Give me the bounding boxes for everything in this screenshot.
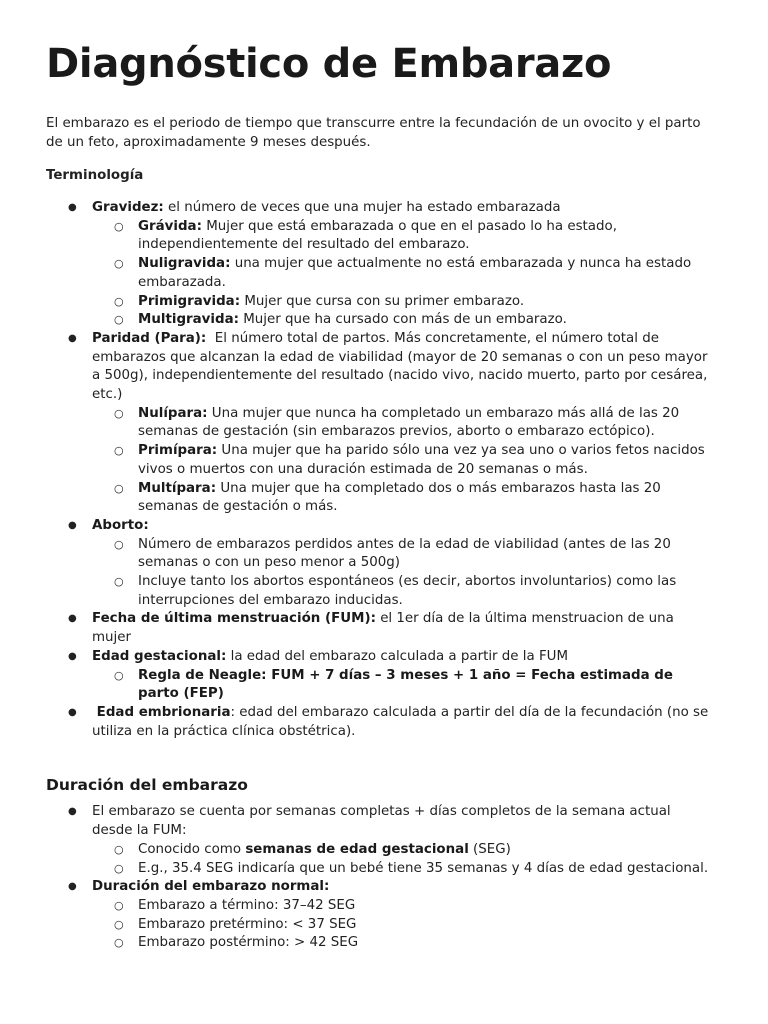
term-label: Fecha de última menstruación (FUM):	[92, 611, 376, 627]
term-label: Multípara:	[138, 480, 217, 496]
list-item-normal-duration	[46, 878, 710, 953]
term-label: Edad embrionaria	[92, 704, 231, 720]
term-text: Una mujer que ha completado dos o más embarazos hasta las 20 semanas de gestación o más.	[138, 480, 661, 515]
list-item-duration-count	[46, 803, 710, 878]
list-item	[92, 311, 710, 330]
list-item: ○ Embarazo a término: 37–42 SEG	[92, 897, 710, 916]
duration-heading: Duración del embarazo	[46, 776, 248, 795]
term-text: el número de veces que una mujer ha estado embarazada	[163, 200, 561, 215]
list-item-aborto	[46, 517, 710, 611]
term-label: Edad gestacional:	[92, 648, 227, 664]
list-item: ○ Incluye tanto los abortos espontáneos (es decir, abortos involuntarios) como las interrupciones del embarazo inducidas.	[92, 573, 710, 610]
item-text: (SEG)	[468, 841, 511, 857]
term-text: Mujer que cursa con su primer embarazo.	[240, 293, 525, 309]
term-label: Grávida:	[138, 218, 202, 234]
intro-paragraph: El embarazo es el periodo de tiempo que transcurre entre la fecundación de un ovocito y el parto de un feto, aproximadamente 9 meses después.	[46, 116, 701, 150]
list-item	[92, 255, 710, 292]
terminology-list	[46, 199, 710, 741]
term-text: : edad del embarazo calculada a partir del día de la fecundación (no se utiliza en la práctica clínica obstétrica).	[92, 704, 709, 739]
paridad-sublist	[92, 405, 710, 517]
list-item: ○ Embarazo pretérmino: < 37 SEG	[92, 916, 710, 935]
aborto-sublist	[92, 536, 710, 611]
term-label: Aborto:	[92, 517, 149, 533]
term-label: Paridad (Para):	[92, 330, 207, 346]
gestacional-sublist	[92, 667, 710, 704]
normal-duration-sublist	[92, 897, 710, 953]
term-text: Una mujer que nunca ha completado un embarazo más allá de las 20 semanas de gestación (sin embarazos previos, aborto o embarazo ectópico).	[138, 405, 680, 440]
duration-count-sublist	[92, 841, 710, 878]
term-label: Primigravida:	[138, 293, 241, 309]
list-item-edad-embrionaria	[46, 704, 710, 741]
list-item-paridad	[46, 330, 710, 517]
term-label: Multigravida:	[138, 312, 239, 328]
term-text: Mujer que está embarazada o que en el pasado lo ha estado, independientemente del resultado del embarazo.	[138, 218, 617, 253]
term-label: Nulípara:	[138, 405, 208, 421]
list-item	[92, 293, 710, 312]
terminology-heading: Terminología	[46, 168, 144, 183]
list-item	[92, 667, 710, 704]
term-text: Una mujer que ha parido sólo una vez ya sea uno o varios fetos nacidos vivos o muertos con una duración estimada de 20 semanas o más.	[138, 443, 705, 477]
list-item: ○ E.g., 35.4 SEG indicaría que un bebé tiene 35 semanas y 4 días de edad gestacional.	[92, 860, 710, 879]
item-text: El embarazo se cuenta por semanas completas + días completos de la semana actual desde la FUM:	[92, 804, 671, 839]
gravidez-sublist	[92, 218, 710, 330]
list-item: ○ Embarazo postérmino: > 42 SEG	[92, 934, 710, 953]
term-label: Nuligravida:	[138, 256, 231, 272]
list-item	[92, 405, 710, 442]
term-text: la edad del embarazo calculada a partir de la FUM	[226, 648, 569, 664]
list-item-edad-gestacional	[46, 648, 710, 704]
naegele-rule: Regla de Neagle: FUM + 7 días – 3 meses + 1 año = Fecha estimada de parto (FEP)	[138, 667, 673, 702]
list-item-gravidez	[46, 199, 710, 330]
term-label: semanas de edad gestacional	[245, 841, 469, 857]
term-label: Primípara:	[138, 443, 218, 459]
term-text: El número total de partos. Más concretamente, el número total de embarazos que alcanzan la edad de viabilidad (mayor de 20 semanas o con un peso mayor a 500g), independientemente del resultado (nacido vivo, nacido muerto, parto por cesárea, etc.)	[92, 330, 712, 403]
term-text: Mujer que ha cursado con más de un embarazo.	[238, 312, 567, 328]
term-label: Duración del embarazo normal:	[92, 879, 330, 895]
term-text: una mujer que actualmente no está embarazada y nunca ha estado embarazada.	[138, 256, 692, 290]
item-text: Conocido como	[138, 841, 246, 857]
list-item	[92, 218, 710, 255]
term-text: el 1er día de la última menstruacion de una mujer	[92, 611, 674, 646]
list-item	[92, 480, 710, 517]
list-item	[92, 442, 710, 479]
list-item-fum	[46, 610, 710, 647]
list-item: ○ Número de embarazos perdidos antes de la edad de viabilidad (antes de las 20 semanas o con un peso menor a 500g)	[92, 536, 710, 573]
page-title: Diagnóstico de Embarazo	[46, 41, 612, 87]
duration-list	[46, 803, 710, 953]
list-item	[92, 841, 710, 860]
term-label: Gravidez:	[92, 200, 164, 215]
